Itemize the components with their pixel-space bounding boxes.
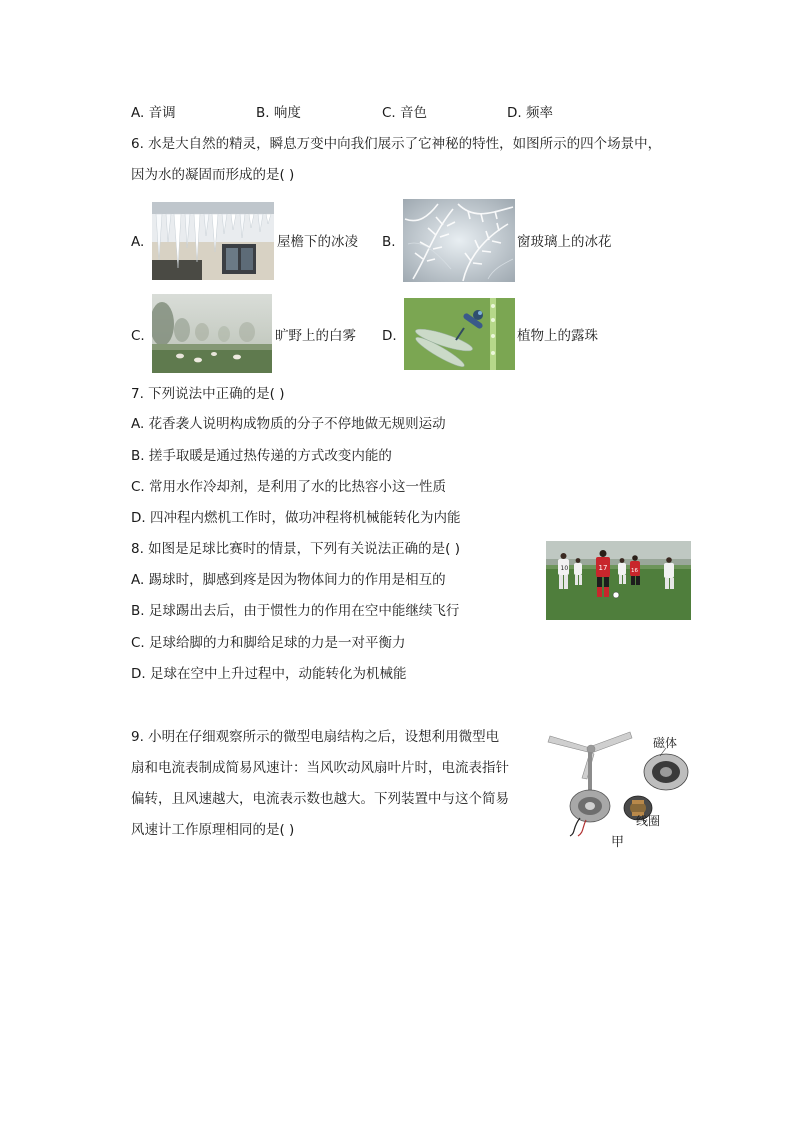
coil-label: 线圈: [636, 814, 661, 828]
q6-option-a-letter: A.: [131, 234, 145, 250]
q6-option-b-caption: 窗玻璃上的冰花: [517, 234, 612, 250]
q6-stem-line2: 因为水的凝固而形成的是( ): [131, 167, 295, 183]
q6-stem-line1: 6. 水是大自然的精灵，瞬息万变中向我们展示了它神秘的特性，如图所示的四个场景中，: [131, 136, 662, 152]
jersey-number-10: 10: [560, 565, 569, 572]
jersey-number-16: 16: [631, 568, 638, 574]
football-match-photo: [546, 541, 691, 620]
dew-plant-photo: [404, 298, 515, 370]
q5-option-a: A. 音调: [131, 105, 176, 121]
q7-option-a: A. 花香袭人说明构成物质的分子不停地做无规则运动: [131, 416, 446, 432]
frost-window-photo: [403, 199, 515, 282]
q7-option-c: C. 常用水作冷却剂，是利用了水的比热容小这一性质: [131, 479, 447, 495]
q8-option-d: D. 足球在空中上升过程中，动能转化为机械能: [131, 666, 407, 682]
q5-option-d: D. 频率: [507, 105, 553, 121]
q7-stem: 7. 下列说法中正确的是( ): [131, 386, 285, 402]
q6-option-c-caption: 旷野上的白雾: [275, 328, 356, 344]
q8-stem: 8. 如图是足球比赛时的情景，下列有关说法正确的是( ): [131, 541, 460, 557]
q6-option-d-caption: 植物上的露珠: [517, 328, 598, 344]
q8-option-b: B. 足球踢出去后，由于惯性力的作用在空中能继续飞行: [131, 603, 460, 619]
q6-option-d-letter: D.: [382, 328, 397, 344]
q6-option-c-letter: C.: [131, 328, 145, 344]
q9-stem-line1: 9. 小明在仔细观察所示的微型电扇结构之后，设想利用微型电: [131, 729, 500, 745]
q8-option-c: C. 足球给脚的力和脚给足球的力是一对平衡力: [131, 635, 406, 651]
q9-stem-line3: 偏转，且风速越大，电流表示数也越大。下列装置中与这个简易: [131, 791, 509, 807]
q5-option-b: B. 响度: [256, 105, 301, 121]
icicles-photo: [152, 202, 274, 280]
fog-field-photo: [152, 294, 272, 373]
jersey-number-17: 17: [598, 564, 608, 572]
q7-option-b: B. 搓手取暖是通过热传递的方式改变内能的: [131, 448, 392, 464]
q6-option-b-letter: B.: [382, 234, 396, 250]
magnet-label: 磁体: [653, 736, 678, 750]
q7-option-d: D. 四冲程内燃机工作时，做功冲程将机械能转化为内能: [131, 510, 461, 526]
q9-stem-line4: 风速计工作原理相同的是( ): [131, 822, 295, 838]
q5-options: [131, 103, 591, 123]
q5-option-c: C. 音色: [382, 105, 428, 121]
figure-caption: 甲: [611, 835, 625, 850]
q8-option-a: A. 踢球时，脚感到疼是因为物体间力的作用是相互的: [131, 572, 446, 588]
q9-stem-line2: 扇和电流表制成简易风速计：当风吹动风扇叶片时，电流表指针: [131, 760, 509, 776]
q6-option-a-caption: 屋檐下的冰凌: [277, 234, 358, 250]
